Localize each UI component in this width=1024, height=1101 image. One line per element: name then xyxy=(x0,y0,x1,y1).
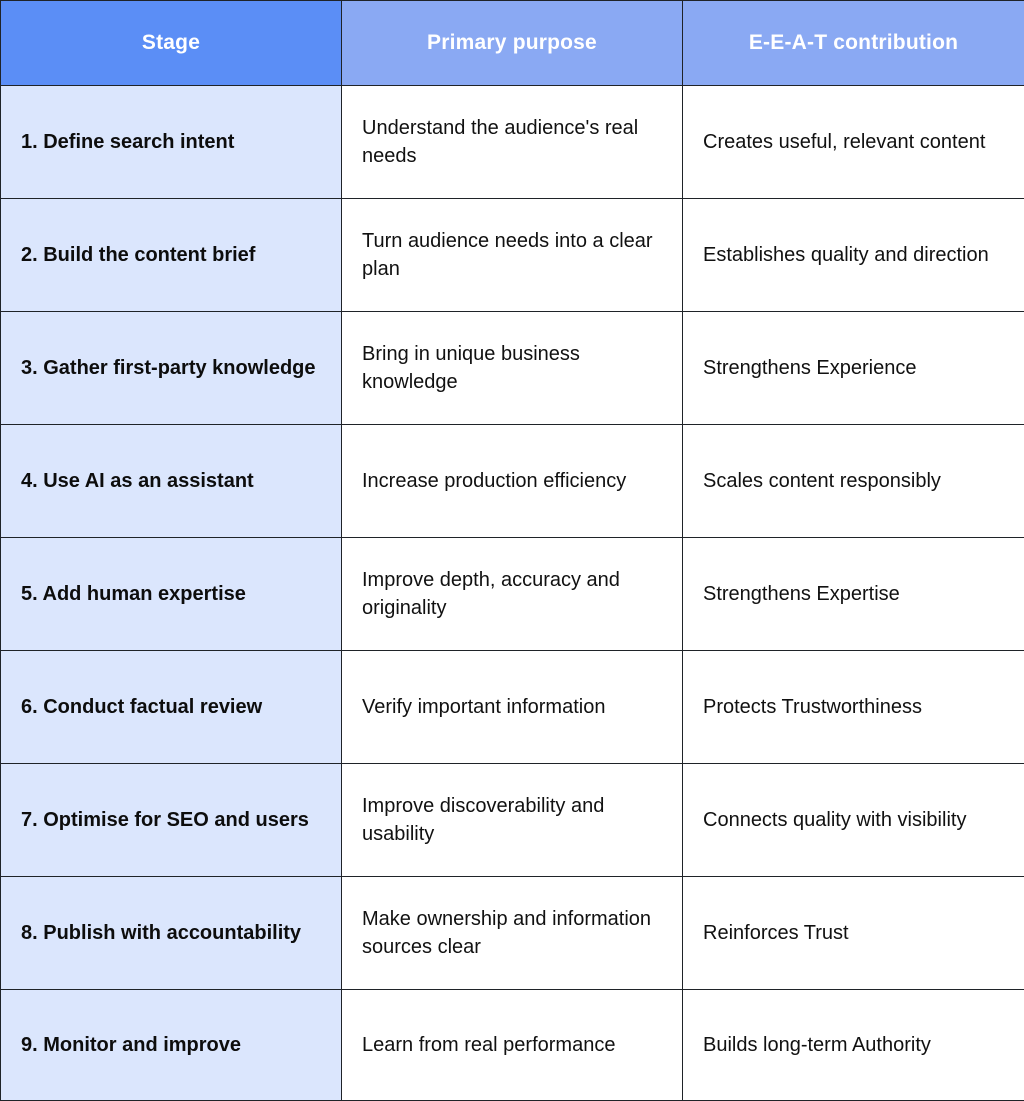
table-row xyxy=(1,990,1024,1101)
purpose-cell: Increase production efficiency xyxy=(342,425,683,538)
eeat-cell: Reinforces Trust xyxy=(683,877,1024,990)
table-row xyxy=(1,764,1024,877)
eeat-cell: Protects Trustworthiness xyxy=(683,651,1024,764)
eeat-cell: Strengthens Expertise xyxy=(683,538,1024,651)
purpose-cell: Bring in unique business knowledge xyxy=(342,312,683,425)
stage-cell: 5. Add human expertise xyxy=(1,538,342,651)
eeat-cell: Scales content responsibly xyxy=(683,425,1024,538)
header-row xyxy=(1,1,1024,86)
stage-cell: 7. Optimise for SEO and users xyxy=(1,764,342,877)
purpose-cell: Improve depth, accuracy and originality xyxy=(342,538,683,651)
table-row xyxy=(1,312,1024,425)
purpose-cell: Turn audience needs into a clear plan xyxy=(342,199,683,312)
table-row xyxy=(1,877,1024,990)
purpose-cell: Make ownership and information sources clear xyxy=(342,877,683,990)
eeat-cell: Creates useful, relevant content xyxy=(683,86,1024,199)
table-header xyxy=(1,1,1024,86)
table-row xyxy=(1,199,1024,312)
eeat-cell: Establishes quality and direction xyxy=(683,199,1024,312)
eeat-cell: Builds long-term Authority xyxy=(683,990,1024,1101)
table-row xyxy=(1,538,1024,651)
stage-cell: 4. Use AI as an assistant xyxy=(1,425,342,538)
table-row xyxy=(1,86,1024,199)
purpose-cell: Understand the audience's real needs xyxy=(342,86,683,199)
eeat-cell: Strengthens Experience xyxy=(683,312,1024,425)
purpose-cell: Improve discoverability and usability xyxy=(342,764,683,877)
stage-cell: 9. Monitor and improve xyxy=(1,990,342,1101)
purpose-cell: Verify important information xyxy=(342,651,683,764)
stage-cell: 2. Build the content brief xyxy=(1,199,342,312)
table-body xyxy=(1,86,1024,1101)
stage-cell: 8. Publish with accountability xyxy=(1,877,342,990)
header-primary-purpose: Primary purpose xyxy=(342,1,683,86)
header-eeat-contribution: E-E-A-T contribution xyxy=(683,1,1024,86)
header-stage: Stage xyxy=(1,1,342,86)
table-row xyxy=(1,651,1024,764)
eeat-cell: Connects quality with visibility xyxy=(683,764,1024,877)
stage-cell: 3. Gather first-party knowledge xyxy=(1,312,342,425)
table-row xyxy=(1,425,1024,538)
purpose-cell: Learn from real performance xyxy=(342,990,683,1101)
stage-cell: 1. Define search intent xyxy=(1,86,342,199)
stage-cell: 6. Conduct factual review xyxy=(1,651,342,764)
